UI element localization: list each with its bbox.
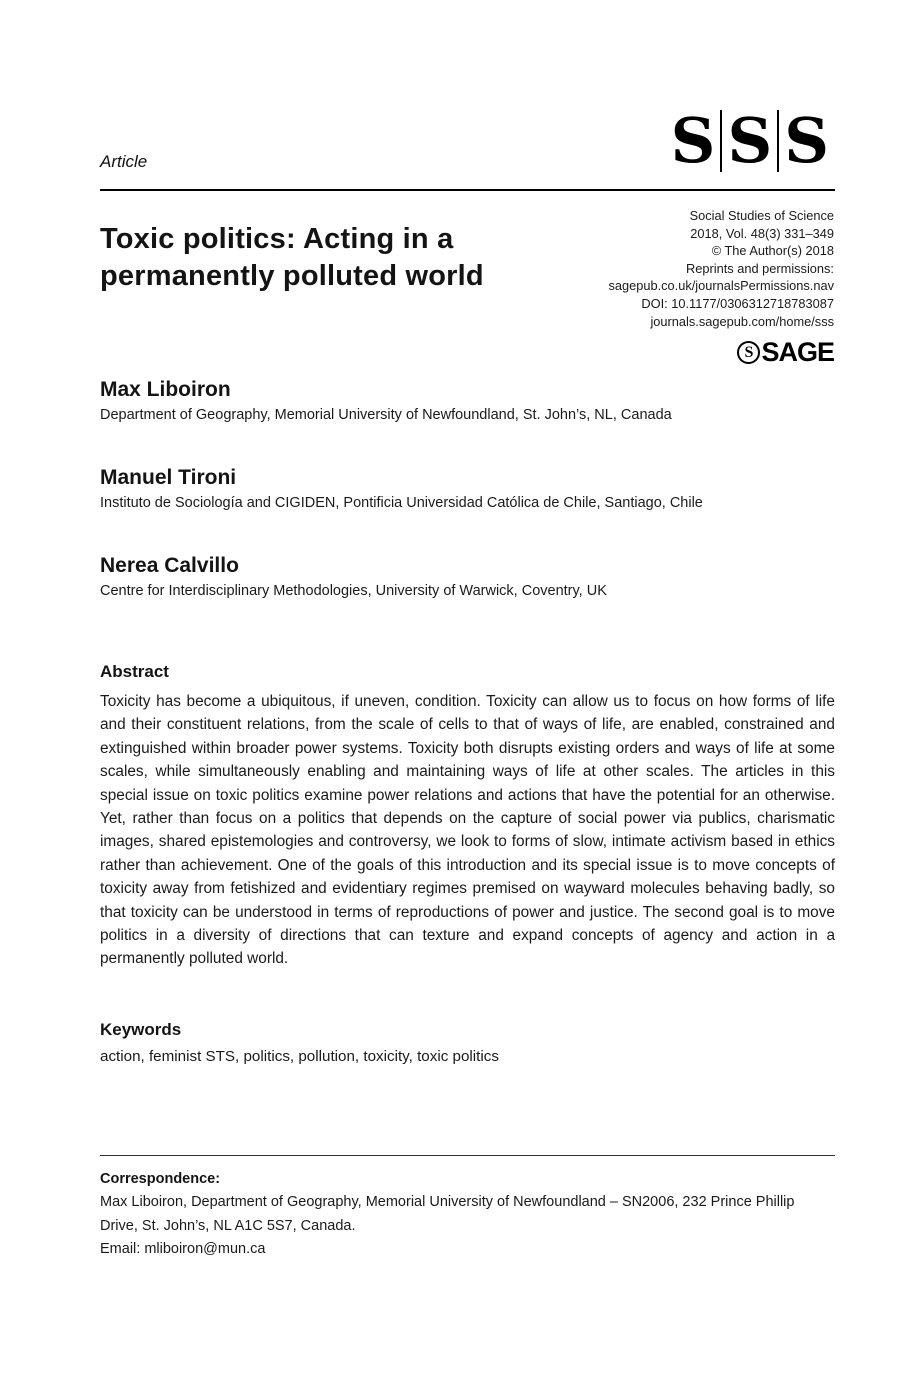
journal-name: Social Studies of Science [689, 208, 834, 223]
paper-title-line2: permanently polluted world [100, 260, 484, 292]
sss-logo-letter: S [784, 104, 829, 177]
author-block [100, 554, 607, 600]
author-name: Max Liboiron [100, 378, 231, 401]
abstract-section [100, 662, 835, 971]
correspondence-email[interactable]: Email: mliboiron@mun.ca [100, 1241, 266, 1257]
author-affiliation: Department of Geography, Memorial University of Newfoundland, St. John’s, NL, Canada [100, 407, 672, 423]
author-name: Nerea Calvillo [100, 554, 239, 577]
sss-logo-letter: S [670, 104, 716, 177]
correspondence-heading: Correspondence: [100, 1171, 221, 1187]
sage-wordmark: SAGE [761, 337, 834, 367]
article-type-label: Article [100, 152, 148, 171]
author-affiliation: Instituto de Sociología and CIGIDEN, Pontificia Universidad Católica de Chile, Santiago, Chile [100, 495, 703, 511]
keywords-list: action, feminist STS, politics, pollution, toxicity, toxic politics [100, 1048, 499, 1065]
correspondence-address: Max Liboiron, Department of Geography, Memorial University of Newfoundland – SN2006, 232 Prince Phillip Drive, St. John’s, NL A1C 5S7, Canada. [100, 1194, 795, 1234]
abstract-heading: Abstract [100, 662, 169, 681]
correspondence-rule [100, 1155, 835, 1156]
permissions-url[interactable]: sagepub.co.uk/journalsPermissions.nav [608, 278, 834, 294]
sss-logo-letter: S [727, 104, 773, 177]
volume-issue-pages: 2018, Vol. 48(3) 331–349 [690, 225, 834, 241]
header-rule [100, 189, 835, 191]
journal-sss-logo-icon [666, 104, 834, 177]
journal-home-url[interactable]: journals.sagepub.com/home/sss [650, 313, 834, 329]
author-affiliation: Centre for Interdisciplinary Methodologies, University of Warwick, Coventry, UK [100, 583, 607, 599]
sage-logo [737, 337, 834, 368]
doi-link[interactable]: DOI: 10.1177/0306312718783087 [641, 295, 834, 311]
paper-title-line1: Toxic politics: Acting in a [100, 223, 454, 255]
copyright-line: © The Author(s) 2018 [711, 243, 834, 259]
author-block [100, 378, 672, 424]
author-name: Manuel Tironi [100, 466, 237, 489]
reprints-label: Reprints and permissions: [686, 260, 834, 276]
sage-circle-s-icon: S [737, 341, 760, 364]
abstract-text: Toxicity has become a ubiquitous, if uneven, condition. Toxicity can allow us to focus on how forms of life and their constituent relations, from the scale of cells to that of ways of life, are enabled, constrained and extinguished within broader power systems. Toxicity both disrupts existing orders and ways of life at some scales, while simultaneously enabling and maintaining ways of life at other scales. The articles in this special issue on toxic politics examine power relations and actions that have the potential for an otherwise. Yet, rather than focus on a politics that depends on the capture of social power via publics, charismatic images, shared epistemologies and controversy, we look to forms of slow, intimate activism based in ethics rather than achievement. One of the goals of this introduction and its special issue is to move concepts of toxicity away from fetishized and evidentiary regimes premised on wayward molecules behaving badly, so that toxicity can be understood in terms of reproductions of power and justice. The second goal is to move politics in a diversity of directions that can texture and expand concepts of agency and action in a permanently polluted world. [100, 693, 835, 968]
keywords-section [100, 1020, 835, 1067]
paper-title [100, 221, 484, 295]
author-block [100, 466, 703, 512]
keywords-heading: Keywords [100, 1020, 182, 1039]
correspondence-section [100, 1167, 835, 1262]
journal-metadata [609, 207, 835, 330]
